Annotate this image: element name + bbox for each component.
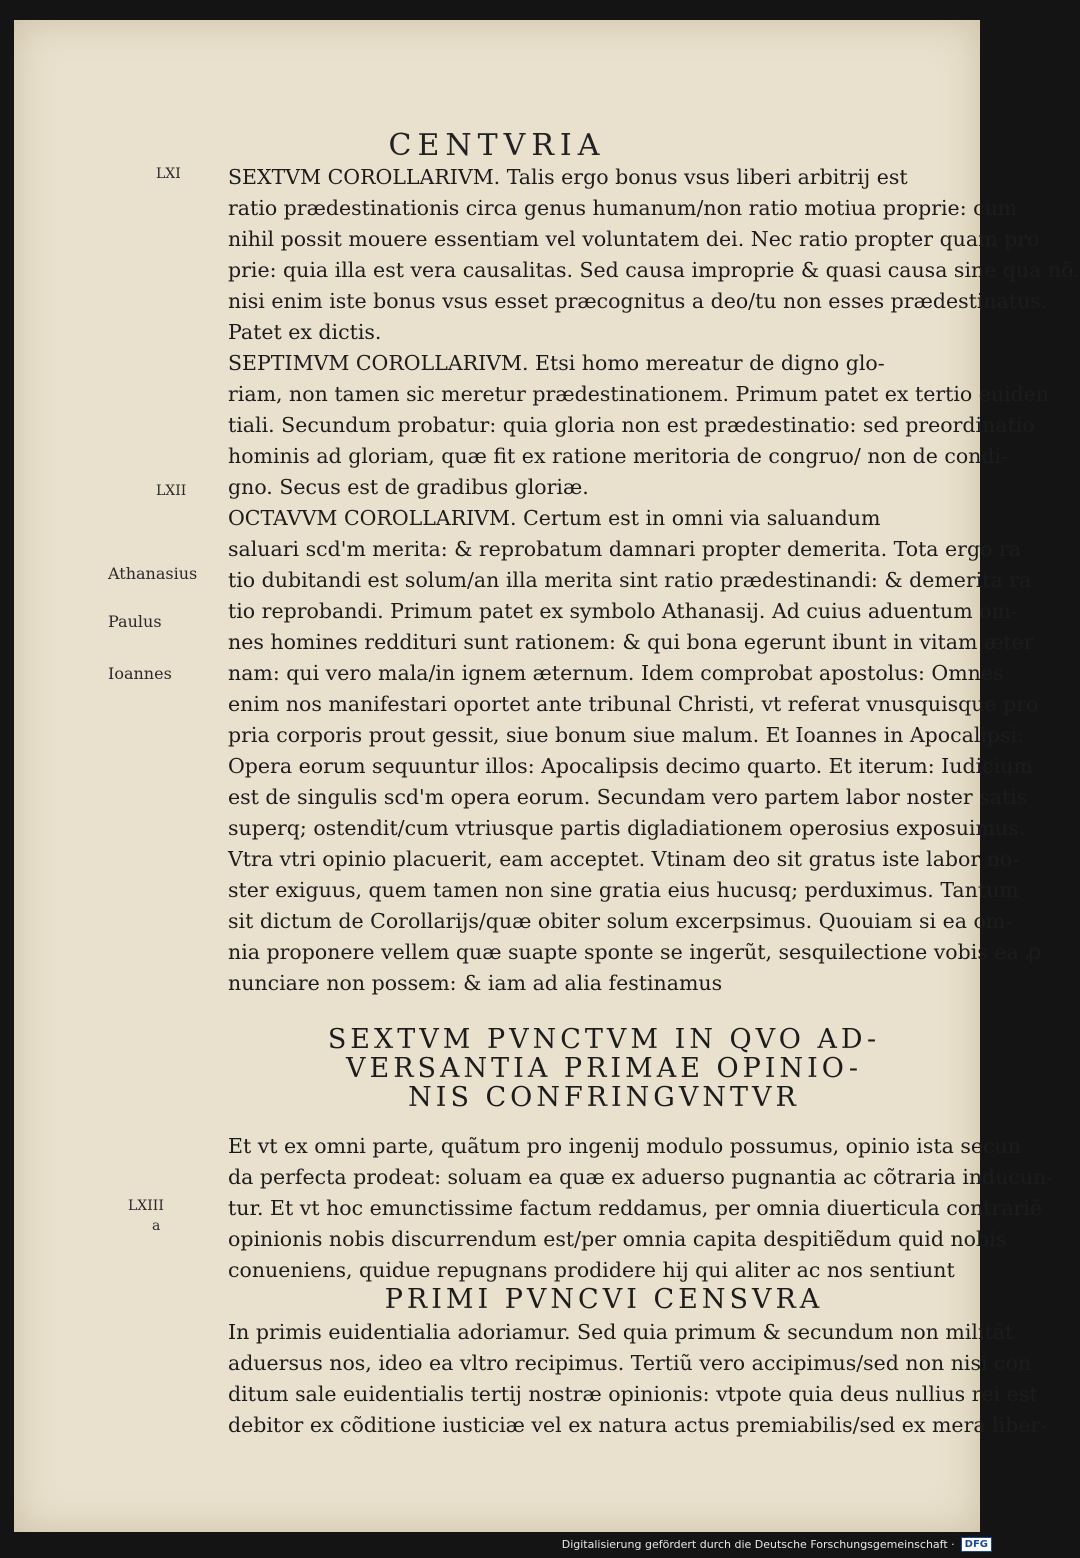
text-line: SEXTVM COROLLARIVM. Talis ergo bonus vsus liberi arbitrij est [228,165,908,189]
text-line: sit dictum de Corollarijs/quæ obiter solum excerpsimus. Quouiam si ea om- [228,909,1013,933]
text-line: tiali. Secundum probatur: quia gloria non est prædestinatio: sed preordinatio [228,413,1035,437]
text-line: hominis ad gloriam, quæ fit ex ratione meritoria de congruo/ non de condi- [228,444,1008,468]
text-line: nia proponere vellem quæ suapte sponte se ingerũt, sesquilectione vobis ea ꝓ [228,940,1042,964]
margin-note-ioannes: Ioannes [108,664,172,683]
scanned-page [14,20,1080,1532]
text-line: da perfecta prodeat: soluam ea quæ ex aduerso pugnantia ac cõtraria inducun- [228,1165,1054,1189]
text-line: enim nos manifestari oportet ante tribunal Christi, vt referat vnusquisque pro [228,692,1039,716]
text-line: nisi enim iste bonus vsus esset præcognitus a deo/tu non esses prædestinatus. [228,289,1048,313]
text-line: debitor ex cõditione iusticiæ vel ex natura actus premiabilis/sed ex mera liber- [228,1413,1048,1437]
text-line: Opera eorum sequuntur illos: Apocalipsis decimo quarto. Et iterum: Iudicium [228,754,1033,778]
text-line: est de singulis scd'm opera eorum. Secundam vero partem labor noster satis [228,785,1028,809]
text-line: nes homines reddituri sunt rationem: & qui bona egerunt ibunt in vitam æter [228,630,1034,654]
section-heading-line: NIS CONFRINGVNTVR [408,1082,800,1113]
text-line: ratio prædestinationis circa genus humanum/non ratio motiua proprie: cum [228,196,1018,220]
text-line: opinionis nobis discurrendum est/per omnia capita despitiẽdum quid nobis [228,1227,1007,1251]
text-line: prie: quia illa est vera causalitas. Sed causa improprie & quasi causa sine qua nõ. [228,258,1080,282]
margin-note-lxii: LXII [156,483,187,499]
footer-credit [0,1537,992,1552]
margin-note-lxi: LXI [156,166,181,182]
text-line: nam: qui vero mala/in ignem æternum. Idem comprobat apostolus: Omnes [228,661,1004,685]
text-line: tur. Et vt hoc emunctissime factum reddamus, per omnia diuerticula contrariẽ [228,1196,1043,1220]
text-line: tio dubitandi est solum/an illa merita sint ratio prædestinandi: & demerita ra [228,568,1032,592]
text-line: gno. Secus est de gradibus gloriæ. [228,475,589,499]
footer-text: Digitalisierung gefördert durch die Deutsche Forschungsgemeinschaft · [561,1538,955,1551]
margin-note-athanasius: Athanasius [108,564,198,583]
text-line: In primis euidentialia adoriamur. Sed quia primum & secundum non militãt [228,1320,1014,1344]
section-heading-line: VERSANTIA PRIMAE OPINIO- [345,1053,863,1084]
text-line: nihil possit mouere essentiam vel voluntatem dei. Nec ratio propter quam pro [228,227,1040,251]
margin-note-lxiii: LXIII [128,1198,164,1214]
text-line: ditum sale euidentialis tertij nostræ opinionis: vtpote quia deus nullius rei est [228,1382,1038,1406]
subheading: PRIMI PVNCVI CENSVRA [384,1284,824,1315]
text-line: conueniens, quidue repugnans prodidere hij qui aliter ac nos sentiunt [228,1258,955,1282]
margin-note-paulus: Paulus [108,612,162,631]
section-heading-line: SEXTVM PVNCTVM IN QVO AD- [327,1024,881,1055]
text-line: Vtra vtri opinio placuerit, eam acceptet. Vtinam deo sit gratus iste labor no- [228,847,1020,871]
text-line: saluari scd'm merita: & reprobatum damnari propter demerita. Tota ergo ra [228,537,1021,561]
text-line: Patet ex dictis. [228,320,382,344]
text-line: aduersus nos, ideo ea vltro recipimus. Tertiũ vero accipimus/sed non nisi con [228,1351,1032,1375]
text-line: tio reprobandi. Primum patet ex symbolo Athanasij. Ad cuius aduentum om- [228,599,1018,623]
text-line: SEPTIMVM COROLLARIVM. Etsi homo mereatur de digno glo- [228,351,885,375]
dfg-logo-icon: DFG [961,1537,992,1552]
text-line: ster exiguus, quem tamen non sine gratia eius hucusq; perduximus. Tantum [228,878,1019,902]
text-line: pria corporis prout gessit, siue bonum siue malum. Et Ioannes in Apocalipsi: [228,723,1025,747]
running-head: CENTVRIA [388,128,606,163]
text-line: superq; ostendit/cum vtriusque partis digladiationem operosius exposuimus. [228,816,1026,840]
text-line: nunciare non possem: & iam ad alia festinamus [228,971,723,995]
text-line: riam, non tamen sic meretur prædestinationem. Primum patet ex tertio euiden [228,382,1050,406]
text-line: Et vt ex omni parte, quãtum pro ingenij modulo possumus, opinio ista secun [228,1134,1021,1158]
margin-note-a: a [152,1218,161,1234]
text-line: OCTAVVM COROLLARIVM. Certum est in omni via saluandum [228,506,881,530]
